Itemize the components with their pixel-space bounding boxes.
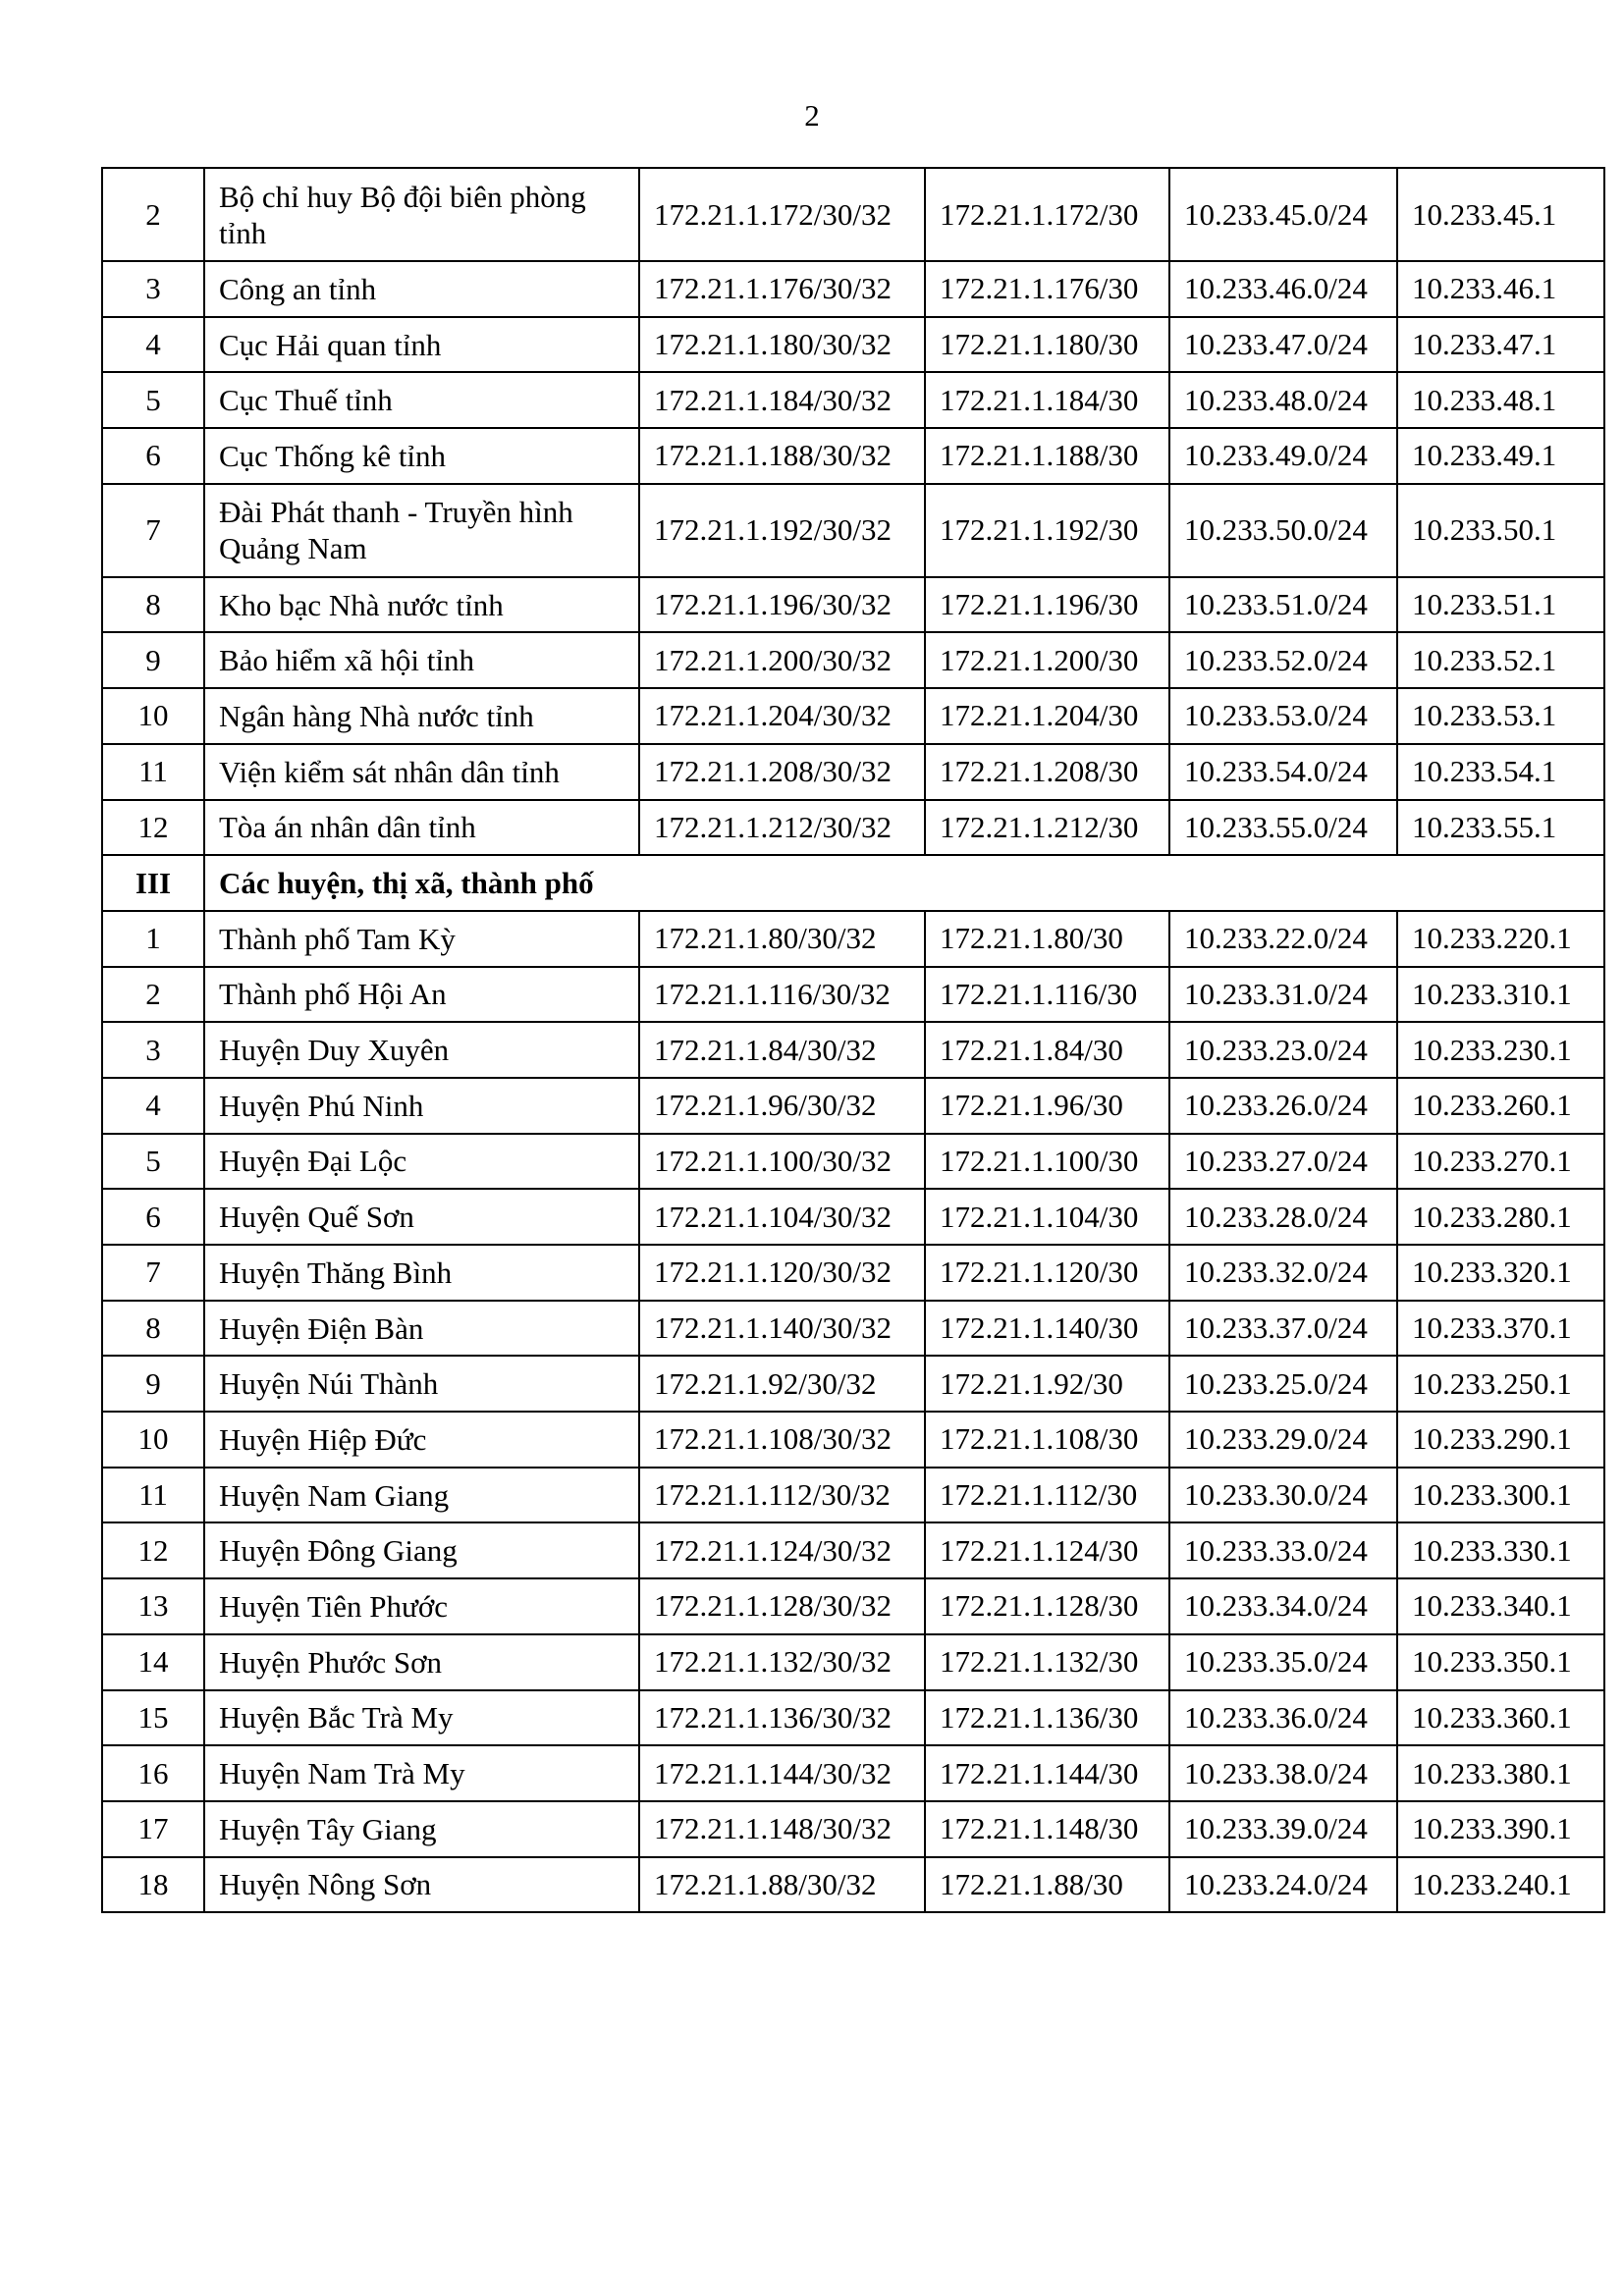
wan-subnet-cell: 172.21.1.116/30 xyxy=(925,967,1169,1023)
unit-name: Viện kiểm sát nhân dân tỉnh xyxy=(204,744,639,800)
lan-network-cell: 10.233.55.0/24 xyxy=(1169,800,1397,856)
table-body xyxy=(102,168,1604,1912)
wan-ip-cell: 172.21.1.88/30/32 xyxy=(639,1857,925,1913)
row-number: 1 xyxy=(102,911,204,967)
wan-subnet-cell: 172.21.1.124/30 xyxy=(925,1522,1169,1578)
lan-network-cell: 10.233.35.0/24 xyxy=(1169,1634,1397,1690)
table-row xyxy=(102,1245,1604,1301)
wan-subnet-cell: 172.21.1.96/30 xyxy=(925,1078,1169,1134)
lan-gateway-cell: 10.233.54.1 xyxy=(1397,744,1604,800)
wan-ip-cell: 172.21.1.108/30/32 xyxy=(639,1412,925,1468)
unit-name: Huyện Nông Sơn xyxy=(204,1857,639,1913)
lan-network-cell: 10.233.29.0/24 xyxy=(1169,1412,1397,1468)
lan-gateway-cell: 10.233.300.1 xyxy=(1397,1468,1604,1523)
lan-gateway-cell: 10.233.250.1 xyxy=(1397,1356,1604,1412)
table-row xyxy=(102,1189,1604,1245)
lan-gateway-cell: 10.233.320.1 xyxy=(1397,1245,1604,1301)
row-number: 7 xyxy=(102,484,204,577)
wan-ip-cell: 172.21.1.84/30/32 xyxy=(639,1022,925,1078)
unit-name: Đài Phát thanh - Truyền hình Quảng Nam xyxy=(204,484,639,577)
unit-name: Huyện Bắc Trà My xyxy=(204,1690,639,1746)
table-row xyxy=(102,911,1604,967)
table-row xyxy=(102,744,1604,800)
wan-subnet-cell: 172.21.1.172/30 xyxy=(925,168,1169,261)
unit-name: Ngân hàng Nhà nước tỉnh xyxy=(204,688,639,744)
wan-subnet-cell: 172.21.1.112/30 xyxy=(925,1468,1169,1523)
table-row xyxy=(102,1468,1604,1523)
lan-network-cell: 10.233.23.0/24 xyxy=(1169,1022,1397,1078)
table-row xyxy=(102,1356,1604,1412)
lan-network-cell: 10.233.33.0/24 xyxy=(1169,1522,1397,1578)
wan-ip-cell: 172.21.1.120/30/32 xyxy=(639,1245,925,1301)
lan-gateway-cell: 10.233.50.1 xyxy=(1397,484,1604,577)
row-number: 12 xyxy=(102,800,204,856)
lan-network-cell: 10.233.48.0/24 xyxy=(1169,372,1397,428)
lan-gateway-cell: 10.233.370.1 xyxy=(1397,1301,1604,1357)
unit-name: Huyện Hiệp Đức xyxy=(204,1412,639,1468)
row-number: 11 xyxy=(102,1468,204,1523)
table-row xyxy=(102,1578,1604,1634)
unit-name: Cục Thuế tỉnh xyxy=(204,372,639,428)
row-number: 9 xyxy=(102,632,204,688)
unit-name: Bảo hiểm xã hội tỉnh xyxy=(204,632,639,688)
wan-subnet-cell: 172.21.1.148/30 xyxy=(925,1801,1169,1857)
lan-network-cell: 10.233.37.0/24 xyxy=(1169,1301,1397,1357)
wan-ip-cell: 172.21.1.140/30/32 xyxy=(639,1301,925,1357)
row-number: 7 xyxy=(102,1245,204,1301)
lan-gateway-cell: 10.233.52.1 xyxy=(1397,632,1604,688)
row-number: 4 xyxy=(102,1078,204,1134)
lan-gateway-cell: 10.233.48.1 xyxy=(1397,372,1604,428)
wan-subnet-cell: 172.21.1.120/30 xyxy=(925,1245,1169,1301)
wan-subnet-cell: 172.21.1.196/30 xyxy=(925,577,1169,633)
row-number: 9 xyxy=(102,1356,204,1412)
lan-network-cell: 10.233.53.0/24 xyxy=(1169,688,1397,744)
lan-gateway-cell: 10.233.47.1 xyxy=(1397,317,1604,373)
unit-name: Tòa án nhân dân tỉnh xyxy=(204,800,639,856)
table-row xyxy=(102,1745,1604,1801)
lan-gateway-cell: 10.233.240.1 xyxy=(1397,1857,1604,1913)
row-number: 5 xyxy=(102,372,204,428)
unit-name: Cục Thống kê tỉnh xyxy=(204,428,639,484)
lan-network-cell: 10.233.50.0/24 xyxy=(1169,484,1397,577)
wan-subnet-cell: 172.21.1.188/30 xyxy=(925,428,1169,484)
table-row xyxy=(102,1301,1604,1357)
wan-ip-cell: 172.21.1.212/30/32 xyxy=(639,800,925,856)
wan-subnet-cell: 172.21.1.208/30 xyxy=(925,744,1169,800)
unit-name: Huyện Đại Lộc xyxy=(204,1134,639,1190)
wan-subnet-cell: 172.21.1.212/30 xyxy=(925,800,1169,856)
unit-name: Huyện Quế Sơn xyxy=(204,1189,639,1245)
lan-network-cell: 10.233.30.0/24 xyxy=(1169,1468,1397,1523)
table-row xyxy=(102,428,1604,484)
wan-subnet-cell: 172.21.1.140/30 xyxy=(925,1301,1169,1357)
row-number: 15 xyxy=(102,1690,204,1746)
wan-ip-cell: 172.21.1.148/30/32 xyxy=(639,1801,925,1857)
wan-ip-cell: 172.21.1.92/30/32 xyxy=(639,1356,925,1412)
lan-network-cell: 10.233.27.0/24 xyxy=(1169,1134,1397,1190)
section-number: III xyxy=(102,855,204,911)
row-number: 3 xyxy=(102,261,204,317)
lan-network-cell: 10.233.54.0/24 xyxy=(1169,744,1397,800)
table-row xyxy=(102,261,1604,317)
section-header-row xyxy=(102,855,1604,911)
wan-ip-cell: 172.21.1.112/30/32 xyxy=(639,1468,925,1523)
wan-subnet-cell: 172.21.1.128/30 xyxy=(925,1578,1169,1634)
wan-subnet-cell: 172.21.1.80/30 xyxy=(925,911,1169,967)
unit-name: Huyện Nam Trà My xyxy=(204,1745,639,1801)
wan-ip-cell: 172.21.1.176/30/32 xyxy=(639,261,925,317)
lan-gateway-cell: 10.233.260.1 xyxy=(1397,1078,1604,1134)
wan-subnet-cell: 172.21.1.176/30 xyxy=(925,261,1169,317)
wan-subnet-cell: 172.21.1.88/30 xyxy=(925,1857,1169,1913)
lan-gateway-cell: 10.233.45.1 xyxy=(1397,168,1604,261)
lan-network-cell: 10.233.36.0/24 xyxy=(1169,1690,1397,1746)
row-number: 10 xyxy=(102,688,204,744)
unit-name: Huyện Phú Ninh xyxy=(204,1078,639,1134)
wan-ip-cell: 172.21.1.132/30/32 xyxy=(639,1634,925,1690)
wan-ip-cell: 172.21.1.208/30/32 xyxy=(639,744,925,800)
lan-network-cell: 10.233.45.0/24 xyxy=(1169,168,1397,261)
unit-name: Huyện Thăng Bình xyxy=(204,1245,639,1301)
lan-network-cell: 10.233.39.0/24 xyxy=(1169,1801,1397,1857)
lan-gateway-cell: 10.233.380.1 xyxy=(1397,1745,1604,1801)
wan-ip-cell: 172.21.1.180/30/32 xyxy=(639,317,925,373)
lan-network-cell: 10.233.25.0/24 xyxy=(1169,1356,1397,1412)
wan-subnet-cell: 172.21.1.104/30 xyxy=(925,1189,1169,1245)
wan-ip-cell: 172.21.1.144/30/32 xyxy=(639,1745,925,1801)
lan-network-cell: 10.233.46.0/24 xyxy=(1169,261,1397,317)
wan-subnet-cell: 172.21.1.180/30 xyxy=(925,317,1169,373)
row-number: 2 xyxy=(102,168,204,261)
wan-ip-cell: 172.21.1.172/30/32 xyxy=(639,168,925,261)
unit-name: Thành phố Hội An xyxy=(204,967,639,1023)
lan-gateway-cell: 10.233.53.1 xyxy=(1397,688,1604,744)
wan-ip-cell: 172.21.1.200/30/32 xyxy=(639,632,925,688)
table-row xyxy=(102,1412,1604,1468)
table-row xyxy=(102,1134,1604,1190)
table-row xyxy=(102,317,1604,373)
lan-network-cell: 10.233.26.0/24 xyxy=(1169,1078,1397,1134)
wan-ip-cell: 172.21.1.116/30/32 xyxy=(639,967,925,1023)
wan-subnet-cell: 172.21.1.192/30 xyxy=(925,484,1169,577)
table-row xyxy=(102,1522,1604,1578)
row-number: 16 xyxy=(102,1745,204,1801)
unit-name: Huyện Đông Giang xyxy=(204,1522,639,1578)
table-row xyxy=(102,577,1604,633)
row-number: 18 xyxy=(102,1857,204,1913)
table-row xyxy=(102,484,1604,577)
row-number: 10 xyxy=(102,1412,204,1468)
row-number: 14 xyxy=(102,1634,204,1690)
wan-subnet-cell: 172.21.1.108/30 xyxy=(925,1412,1169,1468)
table-row xyxy=(102,688,1604,744)
row-number: 3 xyxy=(102,1022,204,1078)
table-row xyxy=(102,1634,1604,1690)
lan-network-cell: 10.233.34.0/24 xyxy=(1169,1578,1397,1634)
table-row xyxy=(102,632,1604,688)
lan-network-cell: 10.233.24.0/24 xyxy=(1169,1857,1397,1913)
wan-subnet-cell: 172.21.1.136/30 xyxy=(925,1690,1169,1746)
wan-subnet-cell: 172.21.1.84/30 xyxy=(925,1022,1169,1078)
section-title: Các huyện, thị xã, thành phố xyxy=(204,855,1604,911)
lan-network-cell: 10.233.28.0/24 xyxy=(1169,1189,1397,1245)
lan-network-cell: 10.233.52.0/24 xyxy=(1169,632,1397,688)
table-row xyxy=(102,1022,1604,1078)
unit-name: Huyện Nam Giang xyxy=(204,1468,639,1523)
unit-name: Công an tỉnh xyxy=(204,261,639,317)
wan-subnet-cell: 172.21.1.100/30 xyxy=(925,1134,1169,1190)
lan-network-cell: 10.233.22.0/24 xyxy=(1169,911,1397,967)
row-number: 12 xyxy=(102,1522,204,1578)
wan-ip-cell: 172.21.1.204/30/32 xyxy=(639,688,925,744)
row-number: 5 xyxy=(102,1134,204,1190)
wan-ip-cell: 172.21.1.100/30/32 xyxy=(639,1134,925,1190)
wan-ip-cell: 172.21.1.104/30/32 xyxy=(639,1189,925,1245)
wan-subnet-cell: 172.21.1.92/30 xyxy=(925,1356,1169,1412)
table-row xyxy=(102,1801,1604,1857)
wan-ip-cell: 172.21.1.184/30/32 xyxy=(639,372,925,428)
row-number: 17 xyxy=(102,1801,204,1857)
lan-network-cell: 10.233.32.0/24 xyxy=(1169,1245,1397,1301)
lan-gateway-cell: 10.233.310.1 xyxy=(1397,967,1604,1023)
lan-network-cell: 10.233.51.0/24 xyxy=(1169,577,1397,633)
lan-network-cell: 10.233.47.0/24 xyxy=(1169,317,1397,373)
wan-ip-cell: 172.21.1.188/30/32 xyxy=(639,428,925,484)
wan-ip-cell: 172.21.1.136/30/32 xyxy=(639,1690,925,1746)
table-row xyxy=(102,1690,1604,1746)
unit-name: Thành phố Tam Kỳ xyxy=(204,911,639,967)
table-row xyxy=(102,1857,1604,1913)
lan-network-cell: 10.233.49.0/24 xyxy=(1169,428,1397,484)
unit-name: Bộ chỉ huy Bộ đội biên phòng tỉnh xyxy=(204,168,639,261)
row-number: 6 xyxy=(102,428,204,484)
wan-ip-cell: 172.21.1.196/30/32 xyxy=(639,577,925,633)
row-number: 13 xyxy=(102,1578,204,1634)
lan-network-cell: 10.233.31.0/24 xyxy=(1169,967,1397,1023)
wan-subnet-cell: 172.21.1.144/30 xyxy=(925,1745,1169,1801)
lan-gateway-cell: 10.233.330.1 xyxy=(1397,1522,1604,1578)
lan-gateway-cell: 10.233.46.1 xyxy=(1397,261,1604,317)
row-number: 6 xyxy=(102,1189,204,1245)
table-row xyxy=(102,372,1604,428)
unit-name: Huyện Phước Sơn xyxy=(204,1634,639,1690)
row-number: 8 xyxy=(102,577,204,633)
table-row xyxy=(102,967,1604,1023)
wan-subnet-cell: 172.21.1.184/30 xyxy=(925,372,1169,428)
lan-gateway-cell: 10.233.51.1 xyxy=(1397,577,1604,633)
page-number: 2 xyxy=(804,98,820,133)
table-row xyxy=(102,1078,1604,1134)
unit-name: Huyện Tây Giang xyxy=(204,1801,639,1857)
table-row xyxy=(102,800,1604,856)
row-number: 4 xyxy=(102,317,204,373)
wan-subnet-cell: 172.21.1.204/30 xyxy=(925,688,1169,744)
unit-name: Huyện Tiên Phước xyxy=(204,1578,639,1634)
lan-gateway-cell: 10.233.360.1 xyxy=(1397,1690,1604,1746)
row-number: 11 xyxy=(102,744,204,800)
lan-gateway-cell: 10.233.220.1 xyxy=(1397,911,1604,967)
wan-ip-cell: 172.21.1.128/30/32 xyxy=(639,1578,925,1634)
lan-gateway-cell: 10.233.350.1 xyxy=(1397,1634,1604,1690)
wan-subnet-cell: 172.21.1.132/30 xyxy=(925,1634,1169,1690)
row-number: 8 xyxy=(102,1301,204,1357)
wan-ip-cell: 172.21.1.124/30/32 xyxy=(639,1522,925,1578)
lan-gateway-cell: 10.233.390.1 xyxy=(1397,1801,1604,1857)
lan-gateway-cell: 10.233.230.1 xyxy=(1397,1022,1604,1078)
lan-gateway-cell: 10.233.290.1 xyxy=(1397,1412,1604,1468)
unit-name: Kho bạc Nhà nước tỉnh xyxy=(204,577,639,633)
ip-allocation-table xyxy=(101,167,1605,1913)
lan-gateway-cell: 10.233.280.1 xyxy=(1397,1189,1604,1245)
table-row xyxy=(102,168,1604,261)
unit-name: Huyện Duy Xuyên xyxy=(204,1022,639,1078)
lan-network-cell: 10.233.38.0/24 xyxy=(1169,1745,1397,1801)
lan-gateway-cell: 10.233.340.1 xyxy=(1397,1578,1604,1634)
wan-ip-cell: 172.21.1.192/30/32 xyxy=(639,484,925,577)
wan-ip-cell: 172.21.1.80/30/32 xyxy=(639,911,925,967)
lan-gateway-cell: 10.233.55.1 xyxy=(1397,800,1604,856)
wan-ip-cell: 172.21.1.96/30/32 xyxy=(639,1078,925,1134)
lan-gateway-cell: 10.233.270.1 xyxy=(1397,1134,1604,1190)
lan-gateway-cell: 10.233.49.1 xyxy=(1397,428,1604,484)
wan-subnet-cell: 172.21.1.200/30 xyxy=(925,632,1169,688)
row-number: 2 xyxy=(102,967,204,1023)
unit-name: Huyện Điện Bàn xyxy=(204,1301,639,1357)
unit-name: Cục Hải quan tỉnh xyxy=(204,317,639,373)
unit-name: Huyện Núi Thành xyxy=(204,1356,639,1412)
